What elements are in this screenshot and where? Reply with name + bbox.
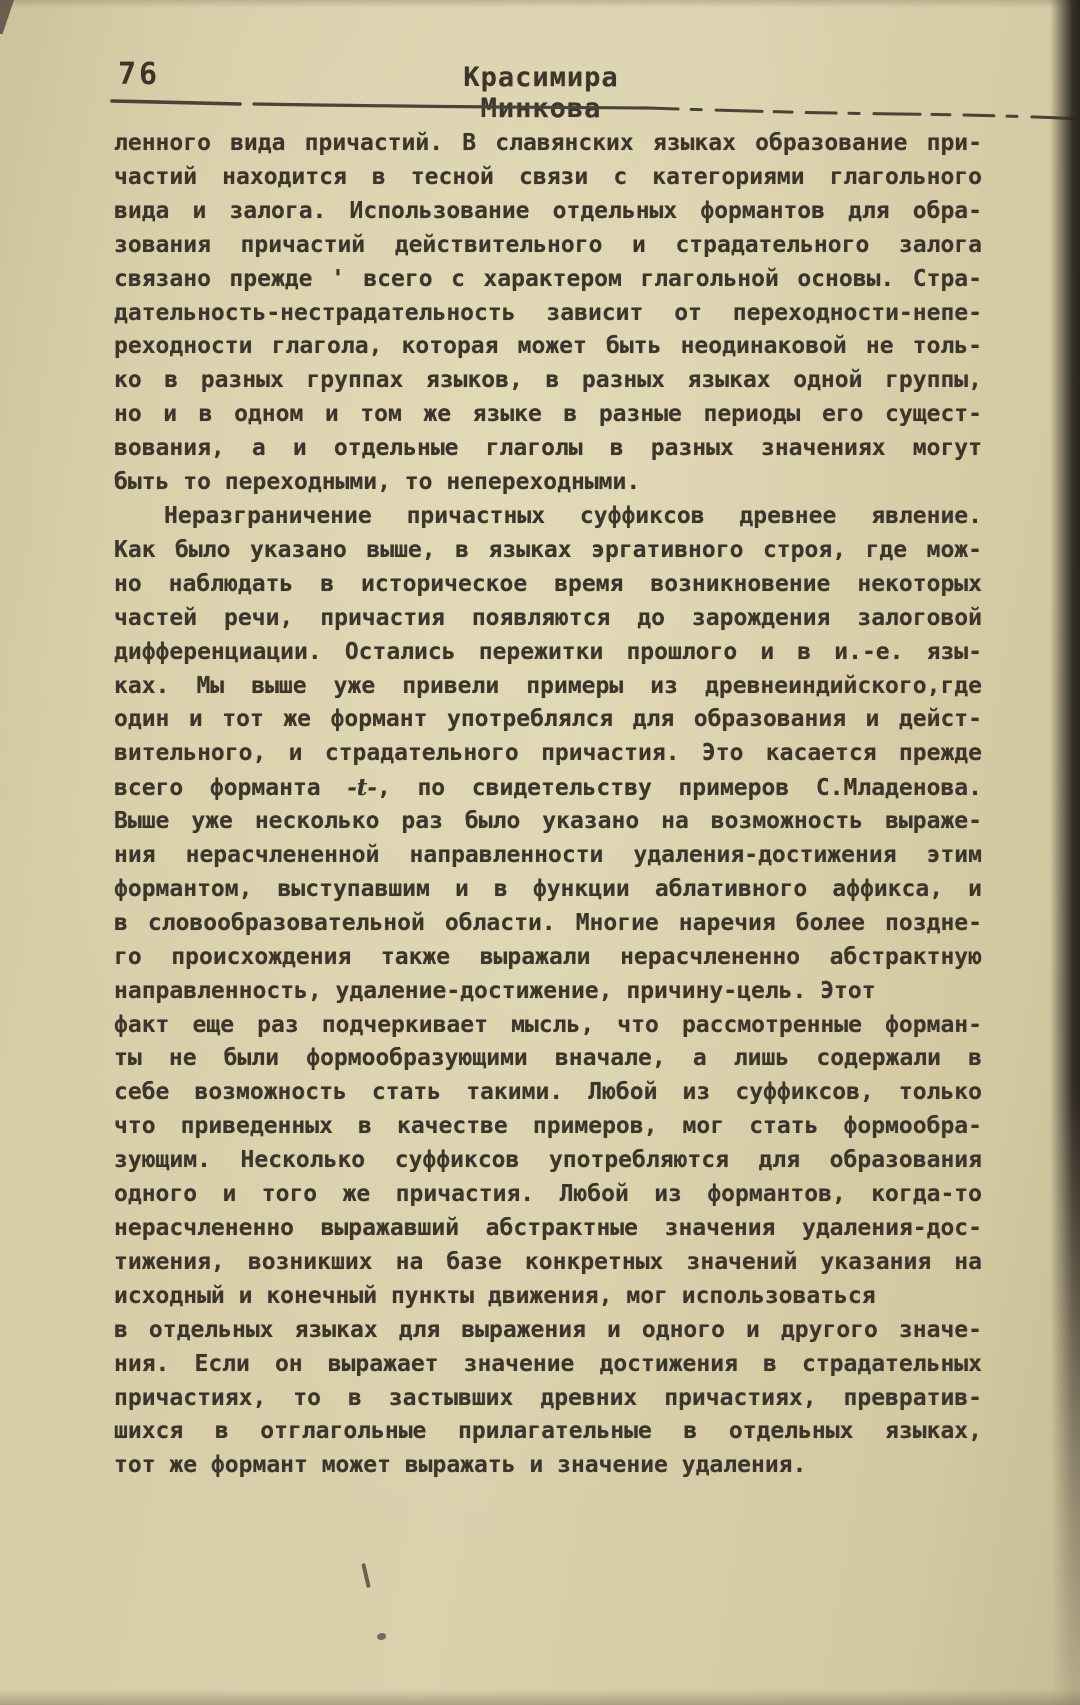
- text-line: связано прежде ' всего с характером глагольной основы. Стра-: [114, 265, 982, 292]
- text-line: нерасчлененно выражавший абстрактные значения удаления-дос-: [114, 1215, 982, 1241]
- text-line: Выше уже несколько раз было указано на возможность выраже-: [114, 808, 982, 835]
- text-line: зования причастий действительного и страдательного залога: [114, 231, 982, 258]
- text-line: зующим. Несколько суффиксов употребляются для образования: [114, 1147, 982, 1174]
- text-line: ния. Если он выражает значение достижения в страдательных: [114, 1350, 982, 1377]
- text-line: ния нерасчлененной направленности удаления-достижения этим: [114, 842, 982, 869]
- text-line: направленность, удаление-достижение, причину-цель. Этот: [114, 977, 876, 1004]
- text-line: го происхождения также выражали нерасчлененно абстрактную: [114, 943, 982, 970]
- text-line: в отдельных языках для выражения и одного и другого значе-: [114, 1316, 982, 1343]
- text-line: одного и того же причастия. Любой из формантов, когда-то: [114, 1181, 982, 1208]
- stray-ink-dot: [377, 1633, 386, 1640]
- text-line: что приведенных в качестве примеров, мог стать формообра-: [114, 1113, 982, 1140]
- text-line: но наблюдать в историческое время возникновение некоторых: [114, 570, 982, 597]
- text-line: тот же формант может выражать и значение удаления.: [114, 1452, 807, 1479]
- text-line: частей речи, причастия появляются до зарождения залоговой: [114, 604, 982, 631]
- text-line: ты не были формообразующими вначале, а лишь содержали в: [114, 1045, 982, 1072]
- running-head-author: Красимира Минкова: [463, 62, 619, 124]
- text-line: тижения, возникших на базе конкретных значений указания на: [114, 1248, 982, 1275]
- text-line: реходности глагола, которая может быть неодинаковой не толь-: [114, 333, 982, 360]
- text-line: факт еще раз подчеркивает мысль, что рассмотренные форман-: [114, 1011, 982, 1038]
- text-line: частий находится в тесной связи с категориями глагольного: [114, 163, 982, 190]
- page-bottom-edge-shading: [0, 1689, 1080, 1705]
- text-line: формантом, выступавшим и в функции аблативного аффикса, и: [114, 875, 982, 902]
- text-line: вования, а и отдельные глаголы в разных значениях могут: [114, 435, 982, 462]
- text-line: ках. Мы выше уже привели примеры из древнеиндийского,где: [114, 672, 982, 699]
- text-line: вида и залога. Использование отдельных формантов для обра-: [114, 197, 982, 224]
- page-number: 76: [118, 57, 161, 92]
- text-line: вительного, и страдательного причастия. Это касается прежде: [114, 740, 982, 767]
- text-line: быть то переходными, то непереходными.: [114, 469, 641, 496]
- text-line: но и в одном и том же языке в разные периоды его сущест-: [114, 401, 982, 428]
- book-edge-fade: [1050, 1085, 1080, 1705]
- stray-slash-mark: [361, 1563, 371, 1588]
- text-line: ко в разных группах языков, в разных языках одной группы,: [114, 367, 982, 394]
- header-rule-line: [0, 0, 1080, 140]
- text-line: дифференциации. Остались пережитки прошлого и в и.-е. язы-: [114, 638, 982, 665]
- text-line: Неразграничение причастных суффиксов древнее явление.: [164, 502, 982, 529]
- text-line: Как было указано выше, в языках эргативного строя, где мож-: [114, 536, 982, 563]
- text-line: один и тот же формант употреблялся для образования и дейст-: [114, 706, 982, 733]
- text-line: причастиях, то в застывших древних причастиях, превратив-: [114, 1384, 982, 1411]
- text-line: исходный и конечный пункты движения, мог использоваться: [114, 1282, 876, 1309]
- text-line: дательность-нестрадательность зависит от переходности-непе-: [114, 299, 982, 326]
- text-line: в словообразовательной области. Многие наречия более поздне-: [114, 909, 982, 936]
- text-line: шихся в отглагольные прилагательные в отдельных языках,: [114, 1418, 982, 1445]
- text-line: ленного вида причастий. В славянских языках образование при-: [114, 130, 982, 156]
- text-line: всего форманта -t-, по свидетельству примеров С.Младенова.: [114, 774, 982, 802]
- text-line: себе возможность стать такими. Любой из суффиксов, только: [114, 1079, 982, 1106]
- text-block: [114, 127, 982, 1483]
